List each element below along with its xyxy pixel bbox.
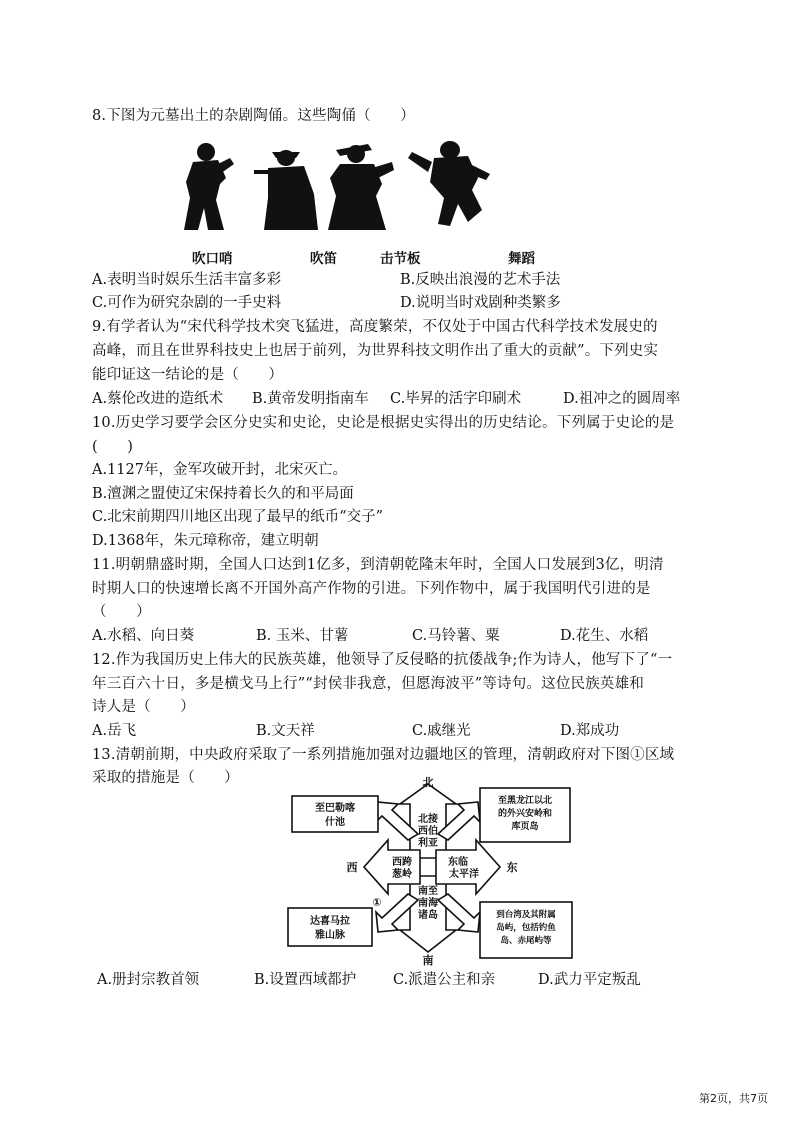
- q9-stem-line2: 高峰，而且在世界科技史上也居于前列，为世界科技文明作出了重大的贡献”。下列史实: [92, 343, 659, 359]
- q8-stem: 8.下图为元墓出土的杂剧陶俑。这些陶俑（ ）: [92, 108, 415, 124]
- pottery-figurines-image: [168, 138, 508, 238]
- q12-stem-line2: 年三百六十日，多是横戈马上行”“封侯非我意，但愿海波平”等诗句。这位民族英雄和: [92, 676, 645, 692]
- q10-option-d: D.1368年，朱元璋称帝，建立明朝: [92, 533, 319, 549]
- q13-option-c: C.派遣公主和亲: [393, 972, 496, 988]
- diagram-label: 北接: [418, 814, 438, 825]
- q10-option-a: A.1127年，金军攻破开封，北宋灭亡。: [92, 462, 347, 478]
- south-label: 南: [422, 954, 434, 966]
- q10-stem-line2: ( ): [92, 439, 134, 455]
- diagram-label: 南海: [418, 898, 438, 909]
- q13-stem-line2: 采取的措施是（ ）: [92, 770, 239, 786]
- diagram-label: 达喜马拉: [310, 916, 350, 927]
- q10-option-b: B.澶渊之盟使辽宋保持着长久的和平局面: [92, 486, 354, 502]
- q8-option-b: B.反映出浪漫的艺术手法: [400, 272, 561, 288]
- diagram-label: 西跨: [392, 857, 412, 868]
- west-label: 西: [346, 861, 358, 874]
- diagram-label: 岛、赤尾屿等: [500, 936, 552, 946]
- diagram-label: 诸岛: [418, 910, 438, 921]
- q10-option-c: C.北宋前期四川地区出现了最早的纸币“交子”: [92, 509, 384, 525]
- diagram-label: 雅山脉: [315, 930, 345, 941]
- q13-option-a: A.册封宗教首领: [97, 972, 200, 988]
- q11-stem-line3: （ ）: [92, 604, 151, 620]
- diagram-label: 南至: [418, 886, 438, 897]
- q9-stem-line1: 9.有学者认为“宋代科学技术突飞猛进，高度繁荣，不仅处于中国古代科学技术发展史的: [92, 319, 658, 335]
- q11-stem-line2: 时期人口的快速增长离不开国外高产作物的引进。下列作物中，属于我国明代引进的是: [92, 581, 651, 597]
- q11-option-d: D.花生、水稻: [560, 628, 649, 644]
- q10-stem-line1: 10.历史学习要学会区分史实和史论，史论是根据史实得出的历史结论。下列属于史论的是: [92, 415, 675, 431]
- figurine-dancing: [408, 141, 490, 226]
- diagram-label: 利亚: [418, 838, 438, 849]
- page-number: 第2页，共7页: [699, 1092, 768, 1105]
- figurine-clappers: [328, 144, 394, 230]
- q13-stem-line1: 13.清朝前期，中央政府采取了一系列措施加强对边疆地区的管理，清朝政府对下图①区域: [92, 747, 675, 763]
- diagram-label: 什池: [325, 817, 345, 828]
- diagram-label: 葱岭: [392, 869, 412, 880]
- diagram-label: 库页岛: [511, 822, 539, 832]
- q12-stem-line1: 12.作为我国历史上伟大的民族英雄，他领导了反侵略的抗倭战争;作为诗人，他写下了“一: [92, 652, 673, 668]
- q11-stem-line1: 11.明朝鼎盛时期，全国人口达到1亿多，到清朝乾隆末年时，全国人口发展到3亿，明清: [92, 557, 664, 573]
- q9-option-c: C.毕昇的活字印刷术: [390, 391, 522, 407]
- q9-option-b: B.黄帝发明指南车: [252, 391, 369, 407]
- region-marker-1: ①: [372, 896, 382, 909]
- q9-option-a: A.蔡伦改进的造纸术: [92, 391, 224, 407]
- caption-clappers: 击节板: [380, 251, 421, 267]
- diagram-label: 至黑龙江以北: [497, 796, 553, 806]
- qing-territory-diagram: [280, 776, 580, 966]
- diagram-label: 太平洋: [449, 869, 479, 880]
- q12-option-c: C.戚继光: [412, 723, 471, 739]
- east-label: 东: [506, 861, 518, 874]
- q12-option-a: A.岳飞: [92, 723, 137, 739]
- caption-whistling: 吹口哨: [192, 251, 233, 267]
- diagram-label: 岛屿，包括钓鱼: [496, 923, 556, 933]
- q9-option-d: D.祖冲之的圆周率: [563, 391, 681, 407]
- caption-dancing: 舞蹈: [508, 251, 535, 267]
- q12-stem-line3: 诗人是（ ）: [92, 699, 195, 715]
- q12-option-b: B.文天祥: [256, 723, 315, 739]
- q9-stem-line3: 能印证这一结论的是（ ）: [92, 367, 284, 383]
- north-label: 北: [422, 776, 434, 789]
- caption-flute: 吹笛: [310, 251, 337, 267]
- q8-option-d: D.说明当时戏剧种类繁多: [400, 295, 561, 311]
- q13-option-d: D.武力平定叛乱: [538, 972, 641, 988]
- diagram-label: 东临: [448, 857, 468, 868]
- q8-option-c: C.可作为研究杂剧的一手史料: [92, 295, 282, 311]
- diagram-label: 至巴勒喀: [315, 803, 355, 814]
- figurine-flute: [254, 150, 318, 230]
- q13-option-b: B.设置西域都护: [254, 972, 357, 988]
- diagram-label: 西伯: [418, 826, 438, 837]
- q8-option-a: A.表明当时娱乐生活丰富多彩: [92, 272, 282, 288]
- diagram-label: 到台湾及其附属: [496, 910, 556, 920]
- q12-option-d: D.郑成功: [560, 723, 620, 739]
- q11-option-a: A.水稻、向日葵: [92, 628, 195, 644]
- diagram-label: 的外兴安岭和: [497, 809, 553, 819]
- figurine-whistling: [184, 143, 234, 230]
- q11-option-b: B. 玉米、甘薯: [256, 628, 349, 644]
- q11-option-c: C.马铃薯、粟: [412, 628, 500, 644]
